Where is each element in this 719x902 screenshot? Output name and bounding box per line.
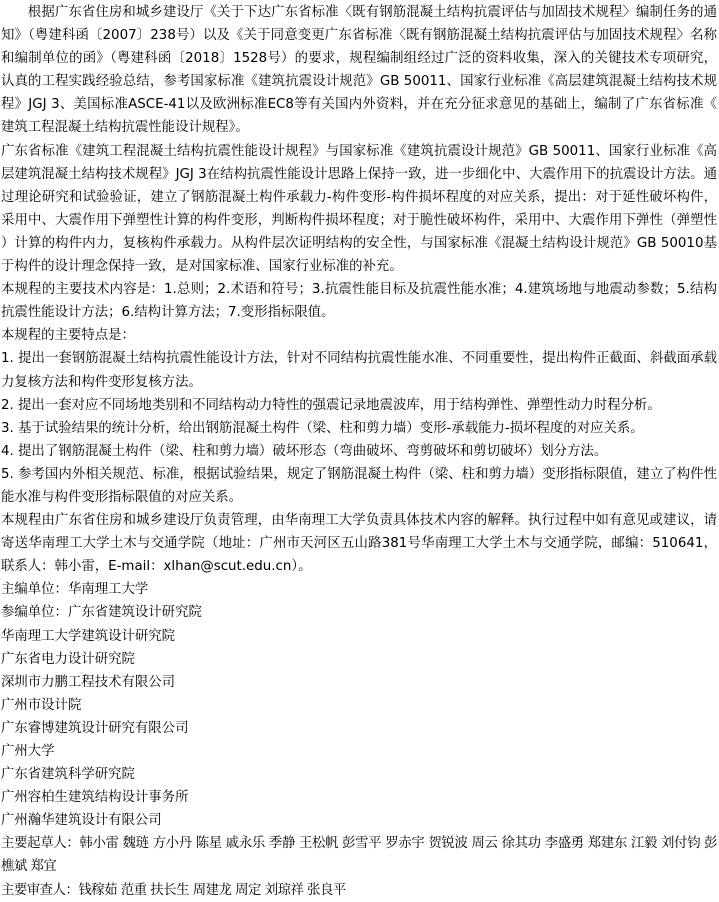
feature-item-2: 2. 提出一套对应不同场地类别和不同结构动力特性的强震记录地震波库，用于结构弹性、弹塑性动力时程分析。: [1, 397, 661, 413]
technical-contents-paragraph: 本规程的主要技术内容是：1.总则；2.术语和符号；3.抗震性能目标及抗震性能水准；4.建筑场地与地震动参数；5.结构抗震性能设计方法；6.结构计算方法；7.变形指标限值。: [1, 282, 717, 321]
participating-unit: 参编单位：广东省建筑设计研究院: [1, 605, 202, 621]
main-reviewers: 主要审查人：钱稼茹 范重 扶长生 周建龙 周定 刘琼祥 张良平: [1, 882, 346, 898]
features-heading: 本规程的主要特点是：: [1, 328, 135, 344]
participating-unit: 广东省电力设计研究院: [1, 651, 135, 667]
feature-item-4: 4. 提出了钢筋混凝土构件（梁、柱和剪力墙）破坏形态（弯曲破坏、弯剪破坏和剪切破坏）划分方法。: [1, 443, 608, 459]
feature-item-1: 1. 提出一套钢筋混凝土结构抗震性能设计方法，针对不同结构抗震性能水准、不同重要性，提出构件正截面、斜截面承载力复核方法和构件变形复核方法。: [1, 351, 717, 390]
relation-paragraph: 广东省标准《建筑工程混凝土结构抗震性能设计规程》与国家标准《建筑抗震设计规范》GB 50011、国家行业标准《高层建筑混凝土结构技术规程》JGJ 3在结构抗震性能设计思路上保持一致，进一步细化中、大震作用下的抗震设计方法。通过理论研究和试验验证，建立了钢筋混凝土构件承载力-构件变形-构件损坏程度的对应关系，提出：对于延性破坏构件，采用中、大震作用下弹塑性计算的构件变形，判断构件损坏程度；对于脆性破坏构件，采用中、大震作用下弹性（弹塑性）计算的构件内力，复核构件承载力。从构件层次证明结构的安全性，与国家标准《混凝土结构设计规范》GB 50010基于构件的设计理念保持一致，是对国家标准、国家行业标准的补充。: [1, 143, 717, 275]
participating-unit: 广东省建筑科学研究院: [1, 767, 135, 783]
participating-unit: 广州市设计院: [1, 697, 82, 713]
main-drafters: 主要起草人：韩小雷 魏琏 方小丹 陈星 戚永乐 季静 王松帆 彭雪平 罗赤宇 贺锐波 周云 徐其功 李盛勇 郑建东 江毅 刘付钧 彭樵斌 郑宜: [1, 836, 717, 875]
feature-item-3: 3. 基于试验结果的统计分析，给出钢筋混凝土构件（梁、柱和剪力墙）变形-承载能力-损坏程度的对应关系。: [1, 420, 644, 436]
participating-unit: 深圳市力鹏工程技术有限公司: [1, 674, 176, 690]
participating-unit: 广东睿博建筑设计研究有限公司: [1, 720, 189, 736]
management-paragraph: 本规程由广东省住房和城乡建设厅负责管理，由华南理工大学负责具体技术内容的解释。执行过程中如有意见或建议，请寄送华南理工大学土木与交通学院（地址：广州市天河区五山路381号华南理工大学土木与交通学院，邮编：510641，联系人：韩小雷，E-mail：xlhan@scut.edu.cn）。: [1, 513, 717, 575]
chief-unit: 主编单位：华南理工大学: [1, 582, 149, 598]
document-body: [1, 1, 717, 902]
feature-item-5: 5. 参考国内外相关规范、标准，根据试验结果，规定了钢筋混凝土构件（梁、柱和剪力墙）变形指标限值，建立了构件性能水准与构件变形指标限值的对应关系。: [1, 466, 717, 505]
participating-unit: 广州容柏生建筑结构设计事务所: [1, 790, 189, 806]
intro-paragraph: 根据广东省住房和城乡建设厅《关于下达广东省标准〈既有钢筋混凝土结构抗震评估与加固技术规程〉编制任务的通知》（粤建科函〔2007〕238号）以及《关于同意变更广东省标准〈既有钢筋混凝土结构抗震评估与加固技术规程〉名称和编制单位的函》（粤建科函〔2018〕1528号）的要求，规程编制组经过广泛的资料收集，深入的关键技术专项研究，认真的工程实践经验总结，参考国家标准《建筑抗震设计规范》GB 50011、国家行业标准《高层建筑混凝土结构技术规程》JGJ 3、美国标准ASCE-41以及欧洲标准EC8等有关国内外资料，并在充分征求意见的基础上，编制了广东省标准《建筑工程混凝土结构抗震性能设计规程》。: [1, 5, 717, 136]
participating-unit: 广州大学: [1, 744, 55, 759]
participating-unit: 华南理工大学建筑设计研究院: [1, 628, 176, 644]
participating-unit: 广州瀚华建筑设计有限公司: [1, 813, 162, 829]
